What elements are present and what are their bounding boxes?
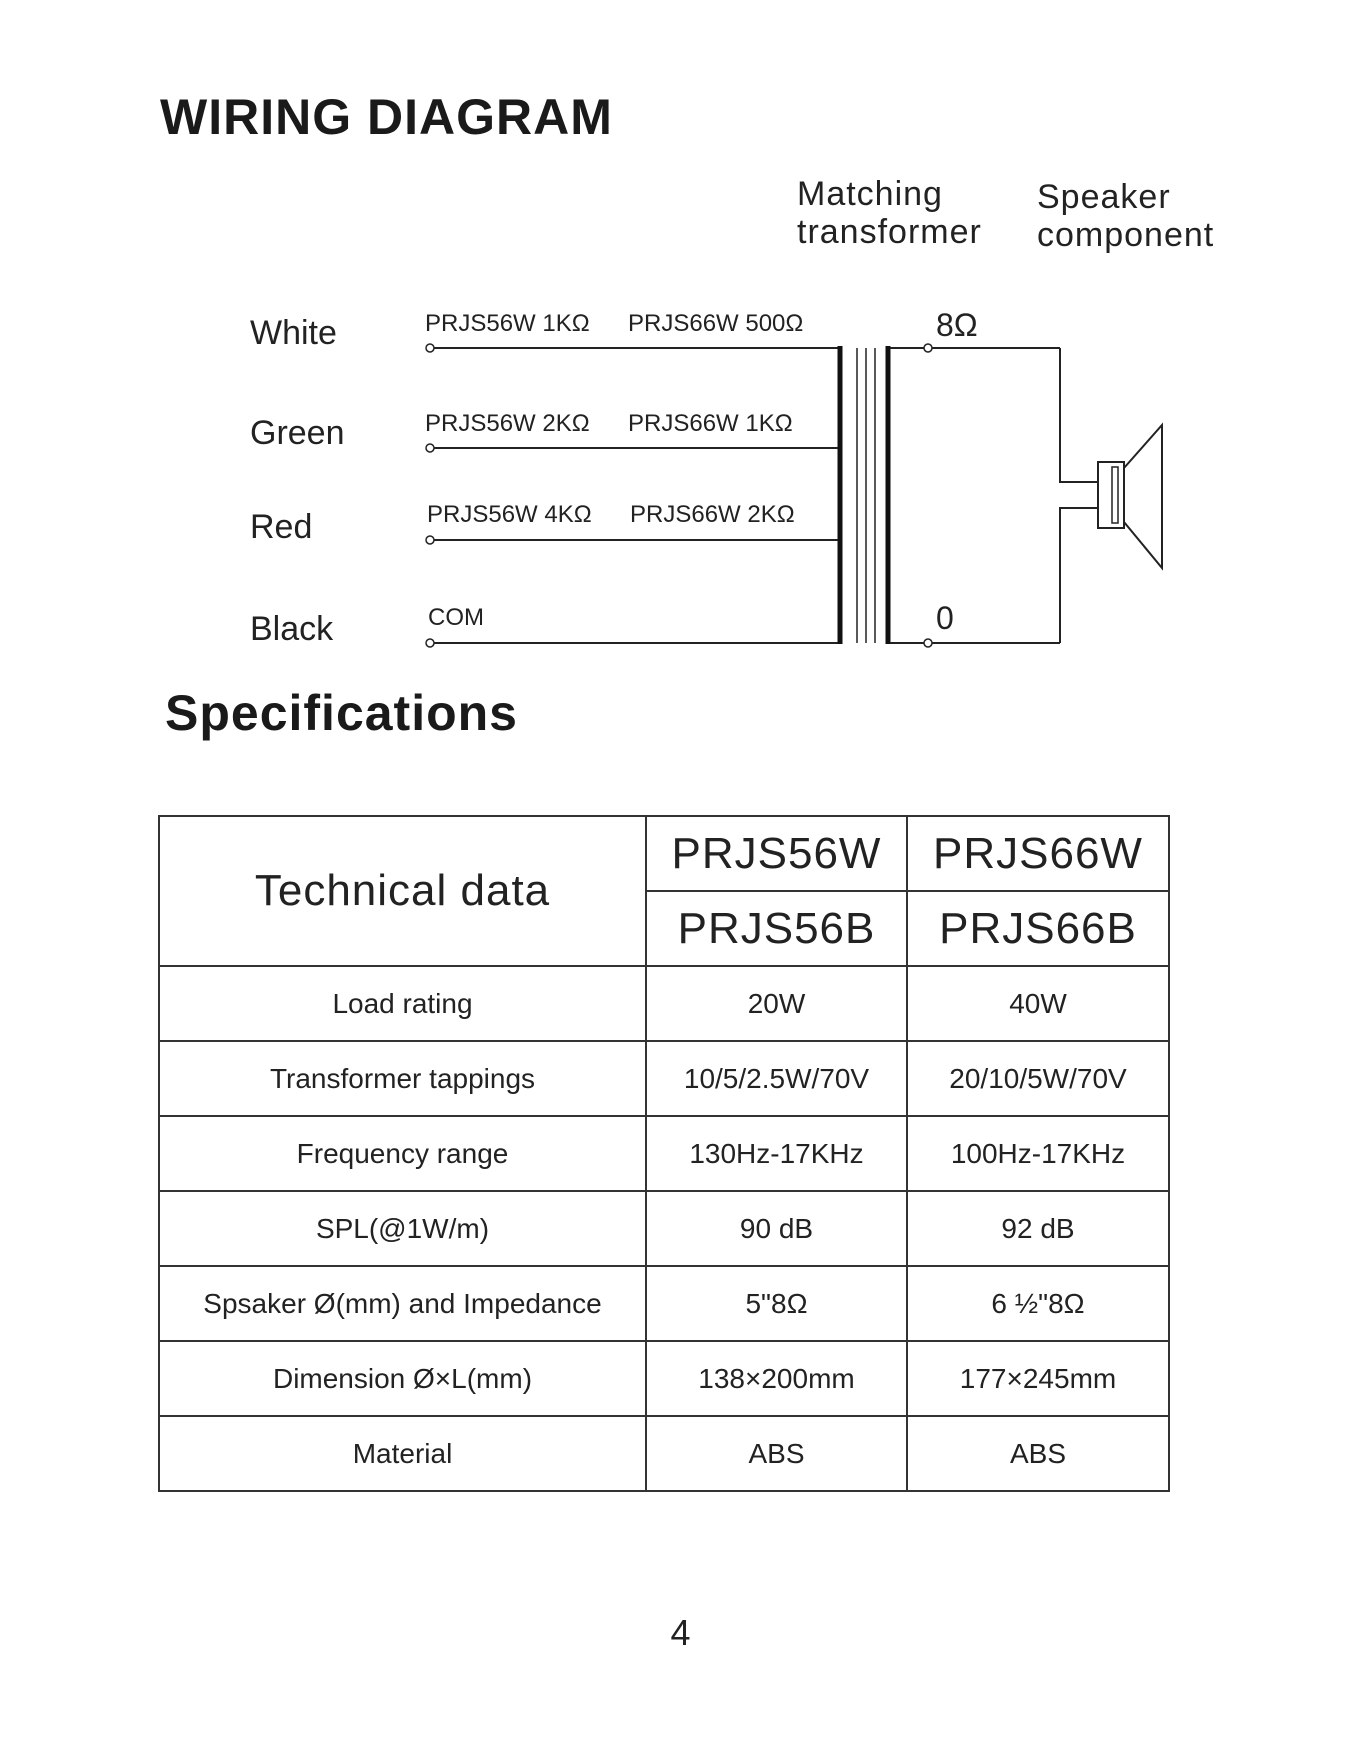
model-header-prjs56w: PRJS56W — [646, 816, 907, 891]
model-header-prjs66w: PRJS66W — [907, 816, 1169, 891]
row-label: SPL(@1W/m) — [159, 1191, 646, 1266]
row-value-66: 40W — [907, 966, 1169, 1041]
wiring-diagram — [0, 0, 1361, 700]
secondary-zero-label: 0 — [936, 600, 954, 636]
technical-data-header: Technical data — [159, 816, 646, 966]
secondary-8ohm-label: 8Ω — [936, 307, 978, 343]
terminal-8ohm — [924, 344, 932, 352]
tap-label-red-56: PRJS56W 4KΩ — [427, 501, 592, 528]
row-label: Transformer tappings — [159, 1041, 646, 1116]
row-value-66: 92 dB — [907, 1191, 1169, 1266]
row-value-66: 20/10/5W/70V — [907, 1041, 1169, 1116]
row-label: Dimension Ø×L(mm) — [159, 1341, 646, 1416]
row-value-56: ABS — [646, 1416, 907, 1491]
terminal-red — [426, 536, 434, 544]
row-value-66: 100Hz-17KHz — [907, 1116, 1169, 1191]
terminal-white — [426, 344, 434, 352]
row-label: Spsaker Ø(mm) and Impedance — [159, 1266, 646, 1341]
row-value-56: 10/5/2.5W/70V — [646, 1041, 907, 1116]
transformer-header-line2: transformer — [797, 213, 982, 251]
row-value-66: 6 ½"8Ω — [907, 1266, 1169, 1341]
wire-label-white: White — [250, 314, 337, 352]
terminal-zero — [924, 639, 932, 647]
row-label: Material — [159, 1416, 646, 1491]
row-value-56: 5"8Ω — [646, 1266, 907, 1341]
wire-label-black: Black — [250, 610, 334, 648]
tap-label-green-56: PRJS56W 2KΩ — [425, 410, 590, 437]
tap-label-white-56: PRJS56W 1KΩ — [425, 310, 590, 337]
speaker-header-line1: Speaker — [1037, 178, 1171, 216]
row-value-56: 130Hz-17KHz — [646, 1116, 907, 1191]
wire-label-green: Green — [250, 414, 345, 452]
row-value-56: 90 dB — [646, 1191, 907, 1266]
specifications-table — [158, 815, 1170, 1492]
table-row — [159, 1416, 1169, 1491]
row-value-66: 177×245mm — [907, 1341, 1169, 1416]
row-value-56: 20W — [646, 966, 907, 1041]
wire-label-red: Red — [250, 508, 313, 546]
terminal-black — [426, 639, 434, 647]
row-value-66: ABS — [907, 1416, 1169, 1491]
wiring-diagram-title: WIRING DIAGRAM — [160, 89, 613, 145]
tap-label-black-com: COM — [428, 604, 484, 631]
table-row — [159, 1341, 1169, 1416]
terminal-green — [426, 444, 434, 452]
tap-label-red-66: PRJS66W 2KΩ — [630, 501, 795, 528]
speaker-header-line2: component — [1037, 216, 1215, 254]
speaker-lead-top — [1060, 348, 1098, 482]
model-header-prjs66b: PRJS66B — [907, 891, 1169, 966]
table-row — [159, 1116, 1169, 1191]
specifications-title: Specifications — [165, 685, 518, 741]
row-label: Load rating — [159, 966, 646, 1041]
table-row — [159, 966, 1169, 1041]
page-number: 4 — [670, 1612, 691, 1653]
row-value-56: 138×200mm — [646, 1341, 907, 1416]
speaker-icon — [1098, 425, 1162, 568]
tap-label-green-66: PRJS66W 1KΩ — [628, 410, 793, 437]
table-row — [159, 1191, 1169, 1266]
speaker-lead-bottom — [1060, 508, 1098, 643]
row-label: Frequency range — [159, 1116, 646, 1191]
tap-label-white-66: PRJS66W 500Ω — [628, 310, 804, 337]
model-header-prjs56b: PRJS56B — [646, 891, 907, 966]
transformer-header-line1: Matching — [797, 175, 943, 213]
table-row — [159, 1041, 1169, 1116]
table-row — [159, 1266, 1169, 1341]
